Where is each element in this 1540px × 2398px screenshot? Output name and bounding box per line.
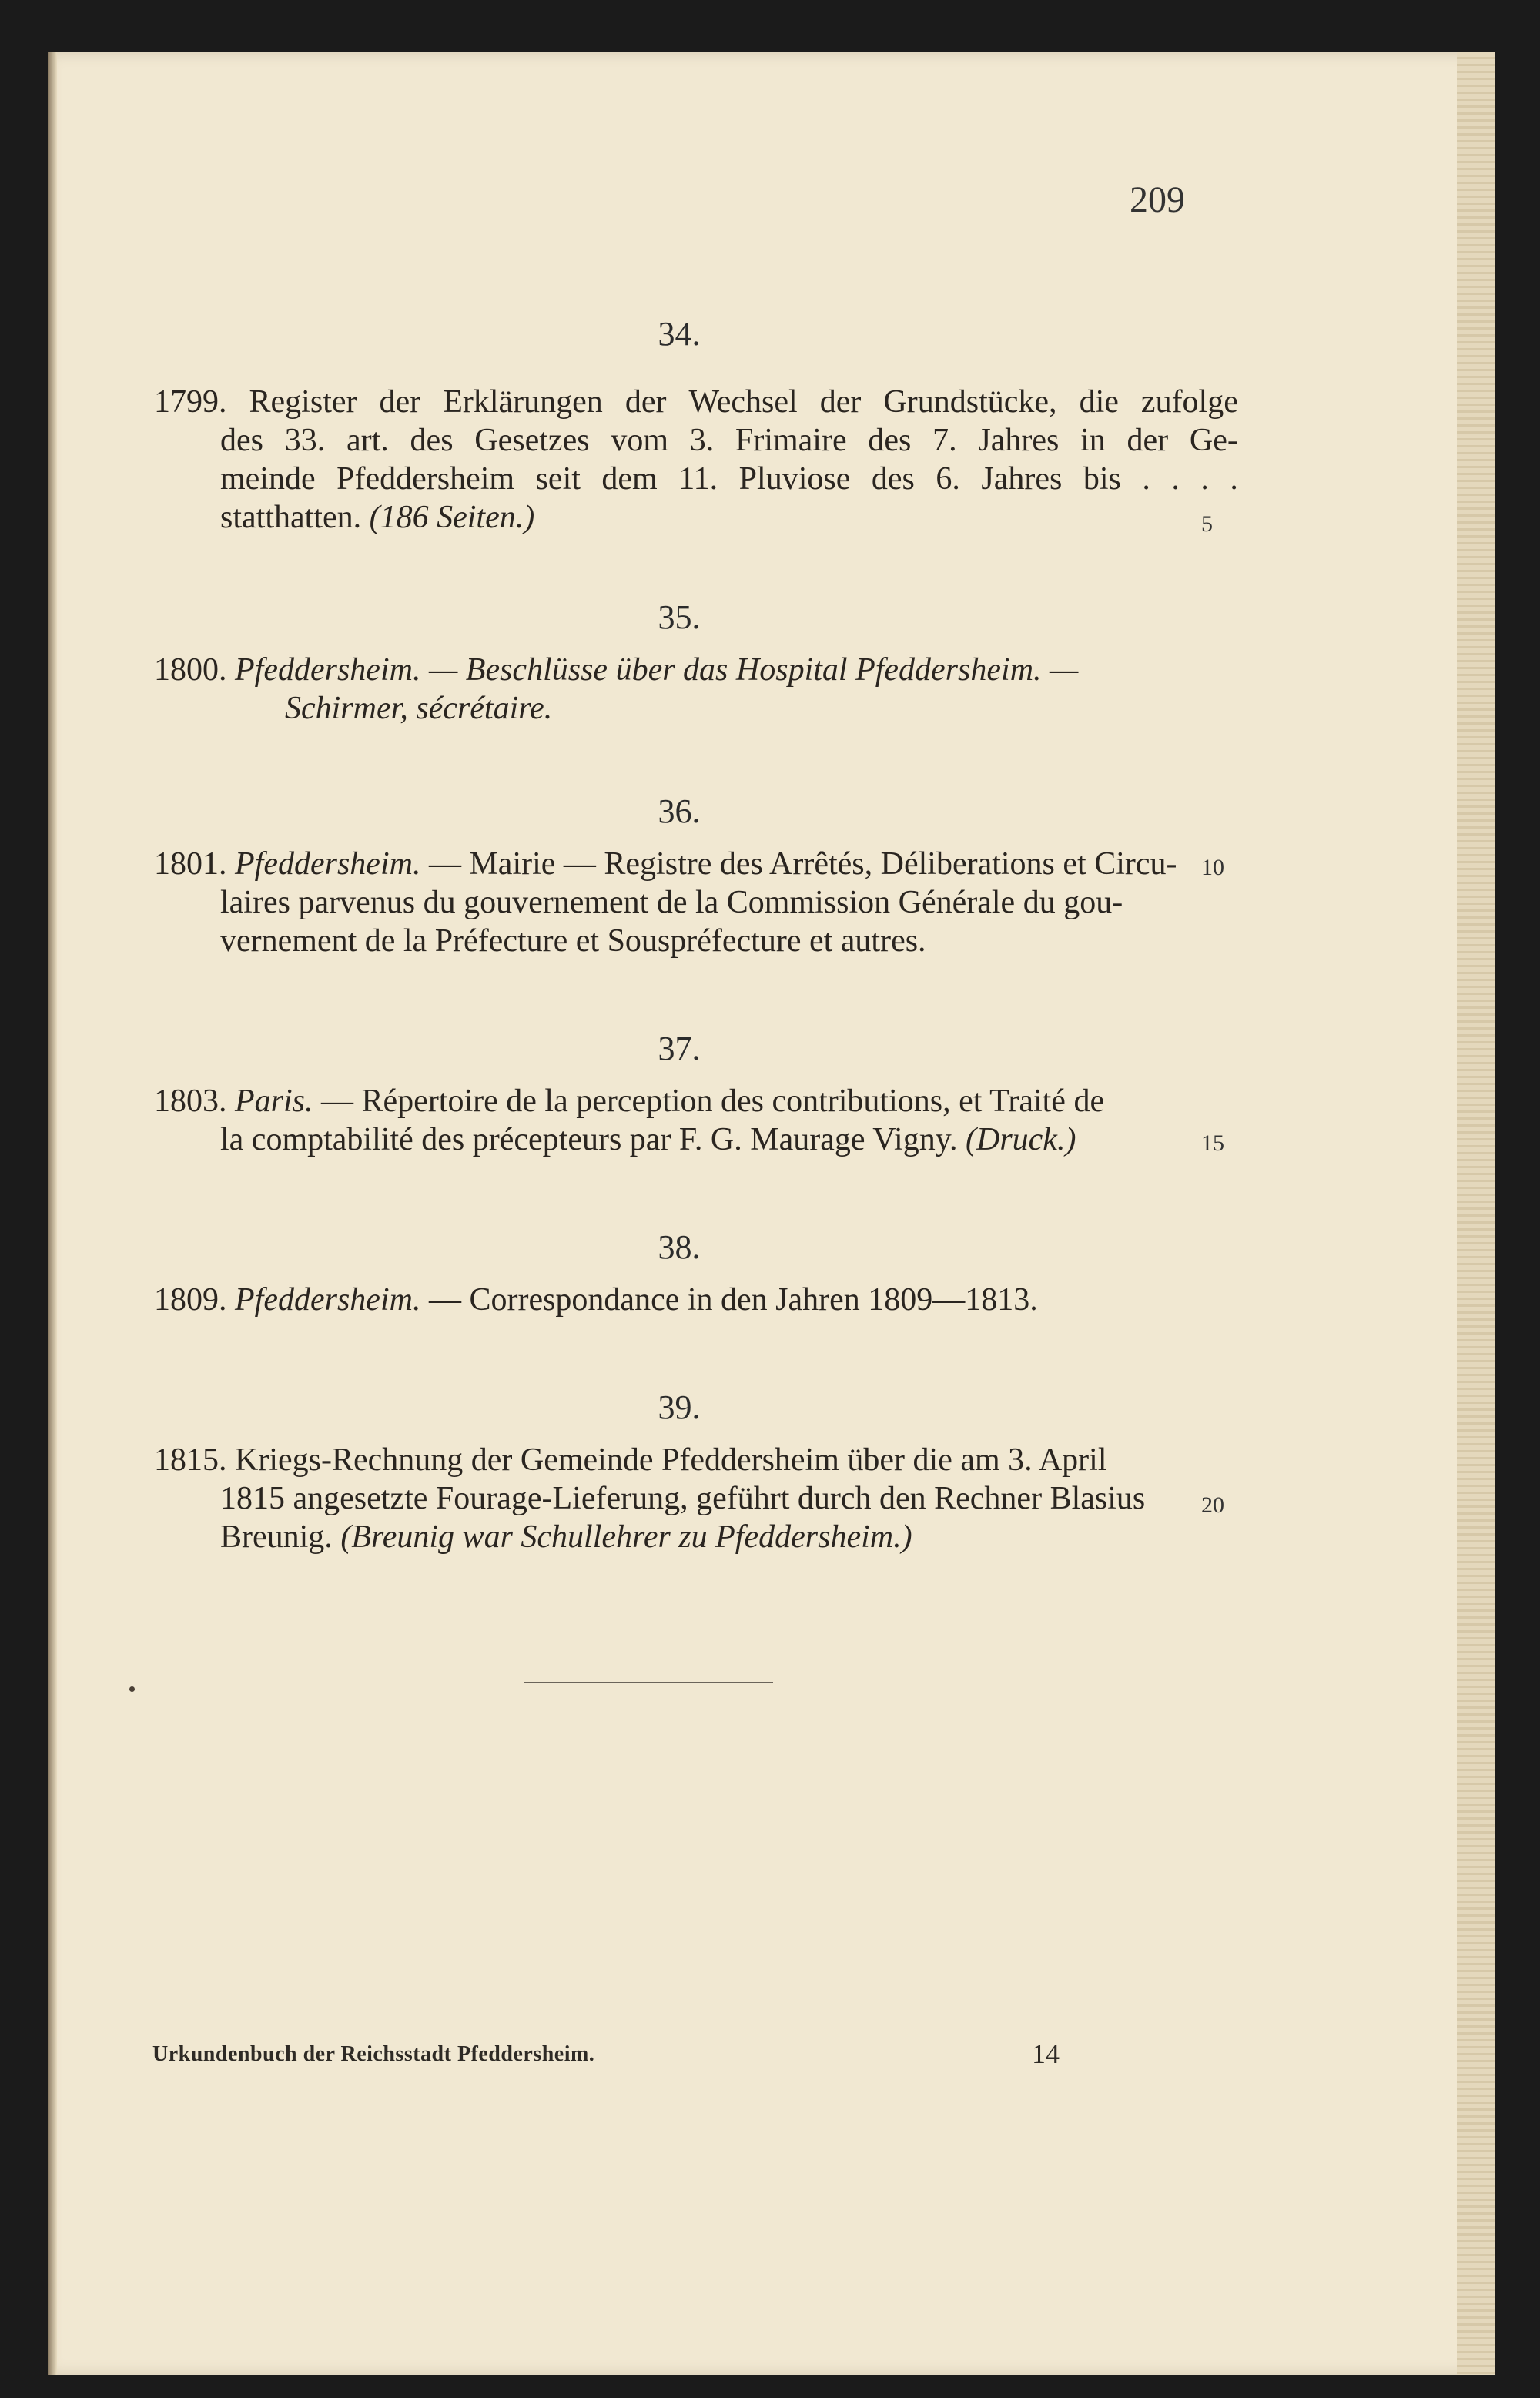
word: . (1200, 461, 1209, 497)
word: des (410, 423, 454, 458)
entry-36-line-2: laires parvenus du gouvernement de la Commission Générale du gou- (220, 885, 1123, 920)
entry-note: (186 Seiten.) (369, 500, 535, 535)
entry-39-line-1: 1815. Kriegs-Rechnung der Gemeinde Pfeddersheim über die am 3. April (154, 1442, 1107, 1478)
word: art. (346, 423, 389, 458)
word: Jahres (978, 423, 1060, 458)
entry-37-line-1 (154, 1083, 1104, 1120)
footer-signature-mark: 14 (1032, 2038, 1060, 2069)
word: Register (249, 384, 357, 420)
word: in (1080, 423, 1106, 458)
word: des (220, 423, 263, 458)
word: . (1142, 461, 1150, 497)
word: Erklärungen (443, 384, 603, 420)
word: . (1171, 461, 1180, 497)
word: der (624, 384, 667, 420)
entry-year: 1809. (154, 1282, 227, 1318)
entry-38-line-1 (154, 1281, 1038, 1318)
entry-35-line-1 (154, 651, 1078, 688)
entry-34-line-2 (220, 422, 1238, 459)
word: 1799. (154, 384, 227, 420)
word: 3. (689, 423, 715, 458)
word: zufolge (1140, 384, 1238, 420)
word: bis (1083, 461, 1121, 497)
line-number-marker: 10 (1201, 855, 1224, 880)
entry-39-line-3 (220, 1519, 912, 1556)
word: Ge- (1189, 423, 1238, 458)
word: der (379, 384, 421, 420)
word: Pluviose (738, 461, 851, 497)
footer-book-title: Urkundenbuch der Reichsstadt Pfeddersheim. (152, 2042, 595, 2066)
entry-year: 1800. (154, 652, 227, 688)
line-number-marker: 20 (1201, 1492, 1224, 1518)
word: Wechsel (688, 384, 798, 420)
entry-text: Breunig. (220, 1519, 341, 1555)
ink-spot (129, 1686, 135, 1692)
entry-34-line-3 (220, 461, 1238, 497)
page-gutter-shadow (48, 52, 57, 2375)
entry-34-line-1 (154, 383, 1238, 420)
word: des (868, 423, 912, 458)
word: Grundstücke, (883, 384, 1057, 420)
entry-34-number: 34. (658, 315, 701, 353)
entry-place: Paris. (235, 1083, 313, 1119)
word: meinde (220, 461, 316, 497)
entry-year: 1801. (154, 846, 227, 882)
entry-text: — Correspondance in den Jahren 1809—1813. (428, 1282, 1038, 1318)
entry-35-number: 35. (658, 598, 701, 636)
word: des (871, 461, 915, 497)
section-divider-rule (524, 1682, 773, 1683)
entry-39-line-2: 1815 angesetzte Fourage-Lieferung, geführt durch den Rechner Blasius (220, 1481, 1146, 1516)
entry-note: (Druck.) (966, 1122, 1076, 1157)
entry-35-line-2: Schirmer, sécrétaire. (285, 691, 553, 726)
entry-note: (Breunig war Schullehrer zu Pfeddersheim.) (340, 1519, 912, 1555)
entry-38-number: 38. (658, 1228, 701, 1266)
word: seit (535, 461, 581, 497)
entry-year: 1803. (154, 1083, 227, 1119)
entry-place: Pfeddersheim. (235, 846, 421, 882)
word: 11. (678, 461, 718, 497)
entry-text: — Répertoire de la perception des contributions, et Traité de (321, 1083, 1105, 1119)
word: vom (611, 423, 668, 458)
word: 7. (932, 423, 957, 458)
entry-37-line-2 (220, 1121, 1076, 1158)
word: Jahres (981, 461, 1063, 497)
word: die (1079, 384, 1119, 420)
word: Gesetzes (474, 423, 590, 458)
line-number-marker: 15 (1201, 1130, 1224, 1156)
page-edge (1457, 52, 1495, 2375)
word: der (1127, 423, 1169, 458)
page-number: 209 (1130, 179, 1185, 220)
entry-text: la comptabilité des précepteurs par F. G. Maurage Vigny. (220, 1122, 966, 1157)
entry-39-number: 39. (658, 1388, 701, 1426)
word: . (1230, 461, 1238, 497)
word: Pfeddersheim (336, 461, 515, 497)
entry-text: — Mairie — Registre des Arrêtés, Déliberations et Circu- (428, 846, 1177, 882)
word: dem (601, 461, 658, 497)
entry-36-number: 36. (658, 792, 701, 830)
word: der (819, 384, 862, 420)
word: 6. (936, 461, 960, 497)
line-number-marker: 5 (1201, 511, 1213, 537)
entry-place: Pfeddersheim. (235, 1282, 421, 1318)
entry-text: statthatten. (220, 500, 370, 535)
entry-34-line-4 (220, 499, 534, 536)
entry-text: Pfeddersheim. — Beschlüsse über das Hospital Pfeddersheim. — (235, 652, 1079, 688)
entry-37-number: 37. (658, 1030, 701, 1067)
entry-36-line-3: vernement de la Préfecture et Souspréfecture et autres. (220, 923, 926, 959)
word: Frimaire (735, 423, 847, 458)
word: 33. (284, 423, 326, 458)
entry-36-line-1 (154, 846, 1177, 883)
